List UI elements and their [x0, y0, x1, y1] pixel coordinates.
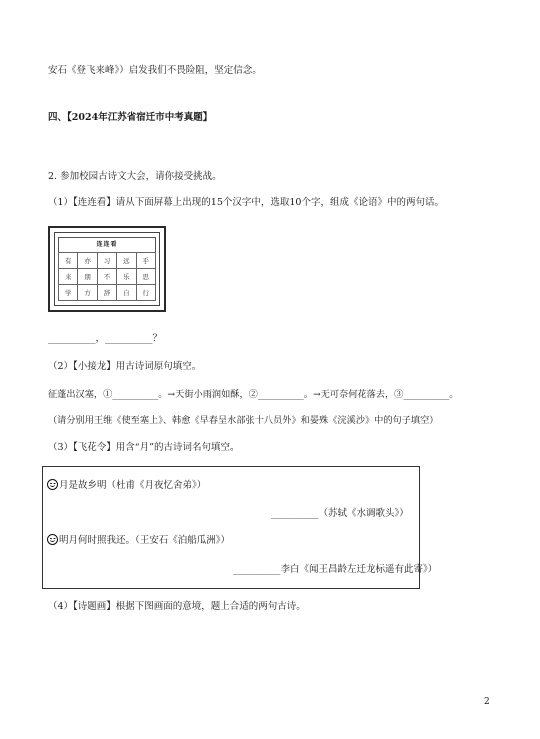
flying-flower-box — [42, 466, 438, 589]
part2-prompt: （2）【小接龙】用古诗词原句填空。 — [48, 361, 202, 372]
part2-chain-line: 征蓬出汉塞，①__________。→天街小雨润如酥，②__________。→无可奈何花落去，③__________。 — [48, 389, 459, 400]
grid-cell: 习 — [97, 253, 116, 269]
grid-row — [59, 269, 156, 285]
grid-cell: 学 — [59, 285, 78, 301]
grid-title: 连连看 — [58, 237, 156, 252]
question-intro: 2. 参加校园古诗文大会，请你接受挑战。 — [48, 171, 222, 182]
grid-cell: 思 — [136, 269, 155, 285]
page-number: 2 — [484, 697, 490, 707]
flying-flower-line-4: __________李白《闻王昌龄左迁龙标遥有此寄》） — [233, 564, 438, 575]
grid-cell: 亦 — [78, 253, 97, 269]
grid-cell: 不 — [97, 269, 116, 285]
flying-flower-line-3: 明月何时照我还。（王安石《泊船瓜洲》） — [47, 534, 230, 548]
part1-prompt: （1）【连连看】请从下面屏幕上出现的15个汉字中，选取10个字，组成《论语》中的两句话。 — [48, 197, 444, 208]
grid-cell: 来 — [59, 269, 78, 285]
grid-cell: 有 — [59, 253, 78, 269]
part4-prompt: （4）【诗题画】根据下图画面的意境，题上合适的两句古诗。 — [48, 601, 306, 612]
grid-cell: 辞 — [97, 285, 116, 301]
grid-row — [59, 253, 156, 269]
grid-cell: 方 — [78, 285, 97, 301]
grid-cell: 自 — [117, 285, 136, 301]
part1-answer-blanks: __________，__________？ — [48, 333, 163, 344]
character-grid — [58, 252, 156, 301]
smiley-icon — [47, 479, 58, 490]
grid-cell: 行 — [136, 285, 155, 301]
smiley-icon — [47, 534, 58, 545]
top-line: 安石《登飞来峰》）启发我们不畏险阻，坚定信念。 — [48, 65, 262, 76]
flying-flower-line-1: 月是故乡明（杜甫《月夜忆舍弟》） — [47, 479, 206, 493]
grid-cell: 乐 — [117, 269, 136, 285]
part2-note: （请分别用王维《使至塞上》、韩愈《早春呈水部张十八员外》和晏殊《浣溪沙》中的句子填空） — [48, 415, 439, 426]
character-grid-image — [48, 226, 166, 312]
section-heading: 四、【2024年江苏省宿迁市中考真题】 — [48, 112, 213, 123]
grid-cell: 朋 — [78, 269, 97, 285]
flying-flower-line-2: __________（苏轼《水调歌头》） — [271, 508, 409, 519]
part3-prompt: （3）【飞花令】用含“月”的古诗词名句填空。 — [48, 442, 240, 453]
grid-row — [59, 285, 156, 301]
grid-cell: 远 — [117, 253, 136, 269]
grid-cell: 乎 — [136, 253, 155, 269]
